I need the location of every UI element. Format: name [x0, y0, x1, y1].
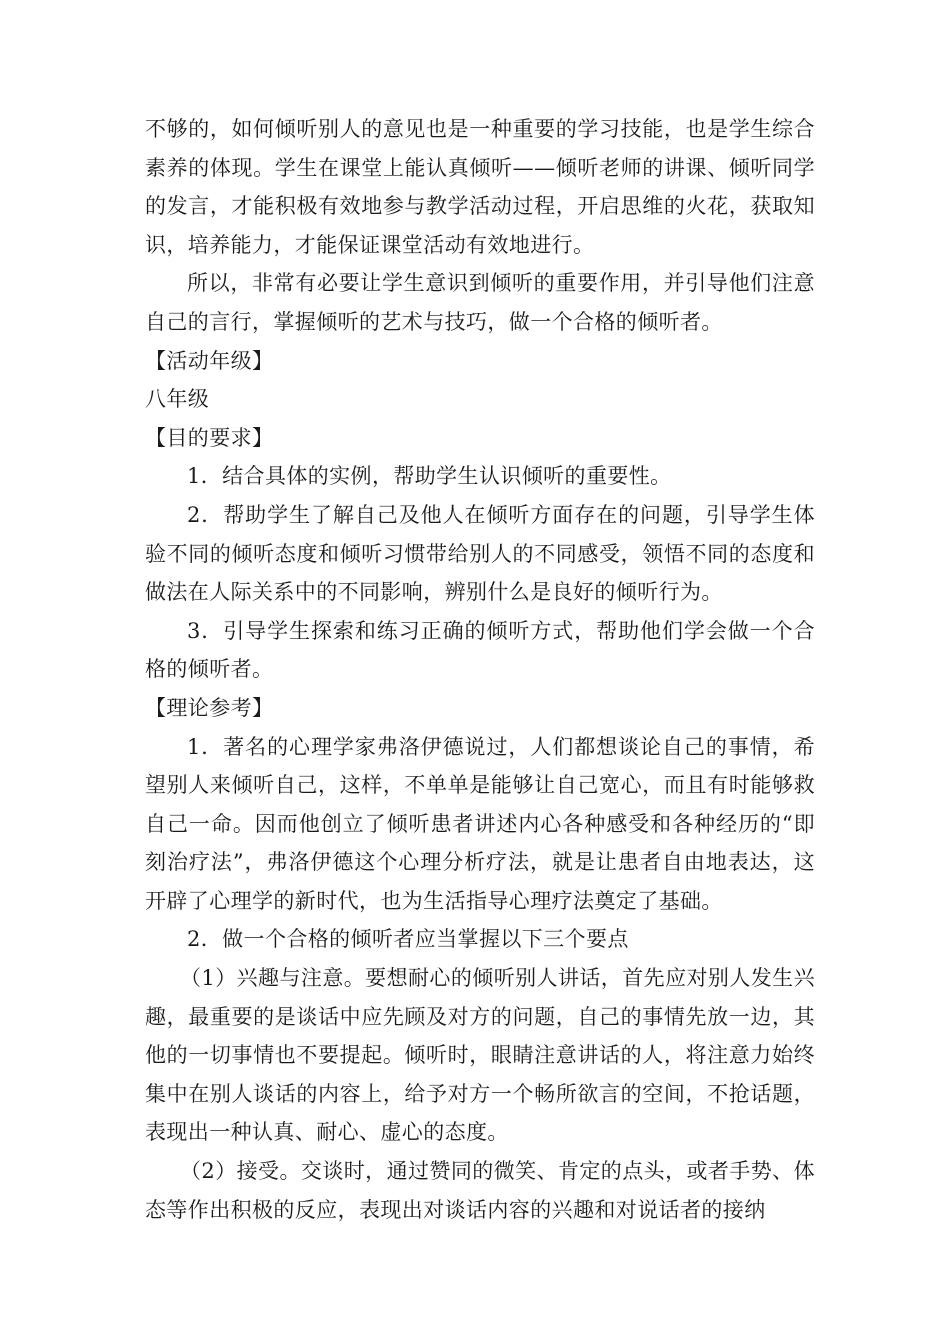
goal-item-1: 1．结合具体的实例，帮助学生认识倾听的重要性。 [187, 464, 672, 489]
theory-point-2: （2）接受。交谈时，通过赞同的微笑、肯定的点头，或者手势、体态等作出积极的反应，表现出对谈话内容的兴趣和对说话者的接纳 [145, 1159, 815, 1222]
section-heading-theory: 【理论参考】 [145, 695, 274, 720]
goal-item-2: 2．帮助学生了解自己及他人在倾听方面存在的问题，引导学生体验不同的倾听态度和倾听习惯带给别人的不同感受，领悟不同的态度和做法在人际关系中的不同影响，辨别什么是良好的倾听行为。 [145, 502, 815, 605]
goal-item-3: 3．引导学生探索和练习正确的倾听方式，帮助他们学会做一个合格的倾听者。 [145, 618, 815, 682]
grade-text: 八年级 [145, 387, 210, 412]
section-heading-grade: 【活动年级】 [145, 348, 274, 373]
theory-item-2: 2．做一个合格的倾听者应当掌握以下三个要点 [187, 927, 629, 952]
section-heading-goals: 【目的要求】 [145, 425, 274, 450]
paragraph-1: 不够的，如何倾听别人的意见也是一种重要的学习技能，也是学生综合素养的体现。学生在课堂上能认真倾听——倾听老师的讲课、倾听同学的发言，才能积极有效地参与教学活动过程，开启思维的火花，获取知识，培养能力，才能保证课堂活动有效地进行。 [145, 117, 815, 257]
paragraph-2: 所以，非常有必要让学生意识到倾听的重要作用，并引导他们注意自己的言行，掌握倾听的艺术与技巧，做一个合格的倾听者。 [145, 271, 815, 334]
document-body [145, 110, 815, 1229]
theory-point-1: （1）兴趣与注意。要想耐心的倾听别人讲话，首先应对别人发生兴趣，最重要的是谈话中应先顾及对方的问题，自己的事情先放一边，其他的一切事情也不要提起。倾听时，眼睛注意讲话的人，将注意力始终集中在别人谈话的内容上，给予对方一个畅所欲言的空间，不抢话题，表现出一种认真、耐心、虚心的态度。 [145, 966, 815, 1145]
theory-item-1: 1．著名的心理学家弗洛伊德说过，人们都想谈论自己的事情，希望别人来倾听自己，这样，不单单是能够让自己宽心，而且有时能够救自己一命。因而他创立了倾听患者讲述内心各种感受和各种经历的“即刻治疗法”，弗洛伊德这个心理分析疗法，就是让患者自由地表达，这开辟了心理学的新时代，也为生活指导心理疗法奠定了基础。 [145, 734, 815, 913]
